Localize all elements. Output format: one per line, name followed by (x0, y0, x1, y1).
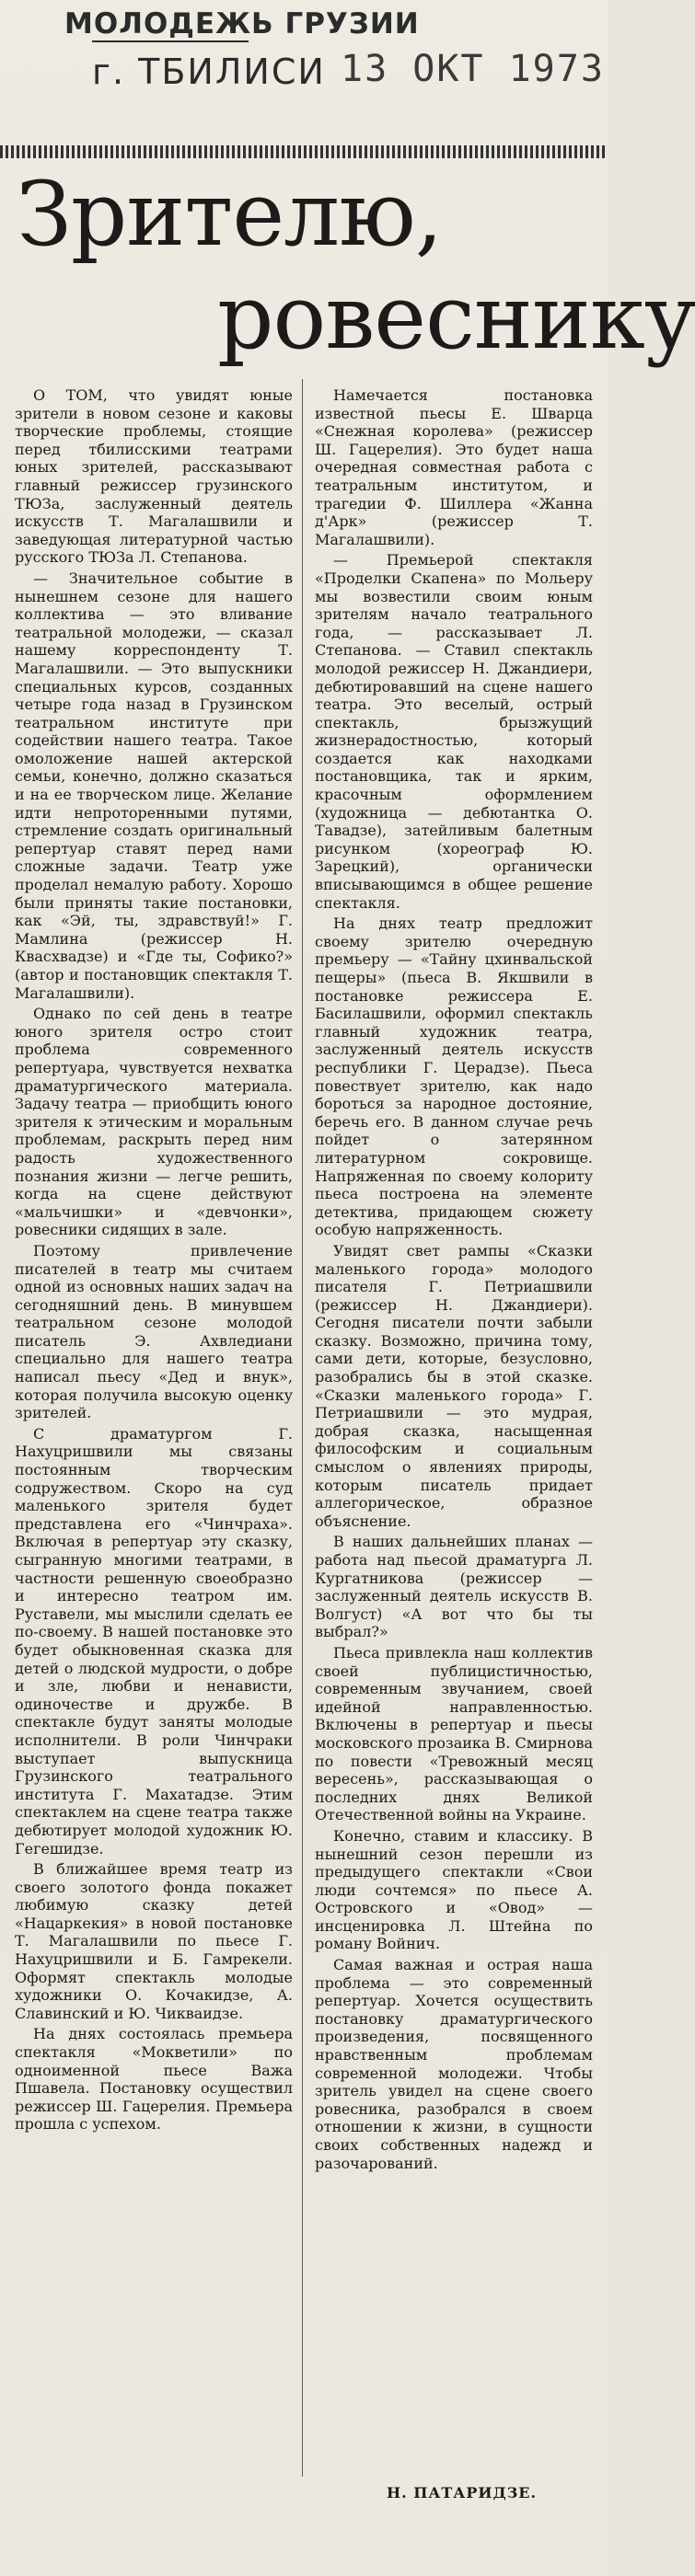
headline-line-1: Зрителю, (17, 163, 443, 266)
paragraph: Намечается постановка известной пьесы Е. Шварца «Снежная королева» (режиссер Ш. Гацерелия). Это будет наша очередная совместная работа с театральным институтом, и трагедии Ф. Шиллера «Жанна д'Арк» (режиссер Т. Магалашвили). (315, 386, 593, 548)
stamp-newspaper-name: МОЛОДЕЖЬ ГРУЗИИ (64, 7, 420, 40)
paragraph: Увидят свет рампы «Сказки маленького города» молодого писателя Г. Петриашвили (режиссер Н. Джандиери). Сегодня писатели почти забыли сказку. Возможно, причина тому, сами дети, которые, безусловно, разобрались бы в этой сказке. «Сказки маленького города» Г. Петриашвили — это мудрая, добрая сказка, насыщенная философским и социальным смыслом о явлениях природы, которым писатель придает аллегорическое, образное объяснение. (315, 1241, 593, 1530)
paragraph: На днях состоялась премьера спектакля «Мокветили» по одноименной пьесе Важа Пшавела. Постановку осуществил режиссер Ш. Гацерелия. Премьера прошла с успехом. (15, 2025, 293, 2133)
stamp-date: 13 ОКТ 1973 (341, 48, 605, 90)
article-column-left (15, 386, 293, 2133)
paragraph: Самая важная и острая наша проблема — это современный репертуар. Хочется осуществить постановку драматургического произведения, посвященного нравственным проблемам современной молодежи. Чтобы зритель увидел на сцене своего ровесника, разобрался в своем отношении к жизни, в сущности своих собственных надежд и разочарований. (315, 1956, 593, 2172)
paragraph: Поэтому привлечение писателей в театр мы считаем одной из основных наших задач на сегодняшний день. В минувшем театральном сезоне молодой писатель Э. Ахвледиани специально для нашего театра написал пьесу «Дед и внук», которая получила высокую оценку зрителей. (15, 1241, 293, 1422)
paragraph: Пьеса привлекла наш коллектив своей публицистичностью, современным звучанием, своей идейной направленностью. Включены в репертуар и пьесы московского прозаика В. Смирнова по повести «Тревожный месяц вересень», рассказывающая о последних днях Великой Отечественной войны на Украине. (315, 1643, 593, 1824)
paragraph: — Премьерой спектакля «Проделки Скапена» по Мольеру мы возвестили своим юным зрителям начало театрального года, — рассказывает Л. Степанова. — Ставил спектакль молодой режиссер Н. Джандиери, дебютировавший на сцене нашего театра. Это веселый, острый спектакль, брызжущий жизнерадостностью, который создается как находками постановщика, так и ярким, красочным оформлением (художница — дебютантка О. Тавадзе), затейливым балетным рисунком (хореограф Ю. Зарецкий), органически вписывающимся в общее решение спектакля. (315, 551, 593, 912)
paragraph: С драматургом Г. Нахуцришвили мы связаны постоянным творческим содружеством. Скоро на суд маленького зрителя будет представлена его «Чинчраха». Включая в репертуар эту сказку, сыгранную многими театрами, в частности решенную своеобразно и интересно театром им. Руставели, мы мыслили сделать ее по-своему. В нашей постановке это будет обыкновенная сказка для детей о людской мудрости, о добре и зле, любви и ненависти, одиночестве и дружбе. В спектакле будут заняты молодые исполнители. В роли Чинчраки выступает выпускница Грузинского театрального института Г. Махатадзе. Этим спектаклем на сцене театра также дебютирует молодой художник Ю. Гегешидзе. (15, 1424, 293, 1857)
author-byline: Н. ПАТАРИДЗЕ. (387, 2484, 538, 2501)
paragraph: В наших дальнейших планах — работа над пьесой драматурга Л. Кургатникова (режиссер — заслуженный деятель искусств В. Волгуст) «А вот что бы ты выбрал?» (315, 1533, 593, 1641)
column-divider (302, 379, 303, 2477)
paragraph: В ближайшее время театр из своего золотого фонда покажет любимую сказку детей «Нацаркекия» в новой постановке Т. Магалашвили по пьесе Г. Нахуцришвили и Б. Гамрекели. Оформят спектакль молодые художники О. Кочакидзе, А. Славинский и Ю. Чикваидзе. (15, 1860, 293, 2022)
article-column-right (315, 386, 593, 2172)
paragraph: Конечно, ставим и классику. В нынешний сезон перешли из предыдущего спектакли «Свои люди сочтемся» по пьесе А. Островского и «Овод» — инсценировка Л. Штейна по роману Войнич. (315, 1826, 593, 1953)
header-band (0, 145, 608, 158)
paragraph: На днях театр предложит своему зрителю очередную премьеру — «Тайну цхинвальской пещеры» (пьеса В. Якшвили в постановке режиссера Е. Басилашвили, оформил спектакль главный художник театра, заслуженный деятель искусств республики Г. Церадзе). Пьеса повествует зрителю, как надо бороться за народное достояние, беречь его. В данном случае речь пойдет о затерянном литературном сокровище. Напряженная по своему колориту пьеса построена на элементе детектива, придающем сюжету особую напряженность. (315, 914, 593, 1239)
paragraph: О ТОМ, что увидят юные зрители в новом сезоне и каковы творческие проблемы, стоящие перед тбилисскими театрами юных зрителей, рассказывают главный режиссер грузинского ТЮЗа, заслуженный деятель искусств Т. Магалашвили и заведующая литературной частью русского ТЮЗа Л. Степанова. (15, 386, 293, 567)
headline-line-2: ровеснику (217, 266, 695, 369)
paragraph: — Значительное событие в нынешнем сезоне для нашего коллектива — это вливание театральной молодежи, — сказал нашему корреспонденту Т. Магалашвили. — Это выпускники специальных курсов, созданных четыре года назад в Грузинском театральном институте при содействии нашего театра. Такое омоложение нашей актерской семьи, конечно, должно сказаться и на ее творческом лице. Желание идти непроторенными путями, стремление создать оригинальный репертуар ставят перед нами сложные задачи. Театр уже проделал немалую работу. Хорошо были приняты такие постановки, как «Эй, ты, здравствуй!» Г. Мамлина (режиссер Н. Квасхвадзе) и «Где ты, Софико?» (автор и постановщик спектакля Т. Магалашвили). (15, 569, 293, 1002)
archive-stamp (64, 7, 605, 118)
stamp-rule (92, 40, 249, 42)
paragraph: Однако по сей день в театре юного зрителя остро стоит проблема современного репертуара, чувствуется нехватка драматургического материала. Задачу театра — приобщить юного зрителя к этическим и моральным проблемам, раскрыть перед ним радость художественного познания жизни — легче решить, когда на сцене действуют «мальчишки» и «девчонки», ровесники сидящих в зале. (15, 1005, 293, 1239)
stamp-city: г. ТБИЛИСИ (92, 52, 326, 92)
